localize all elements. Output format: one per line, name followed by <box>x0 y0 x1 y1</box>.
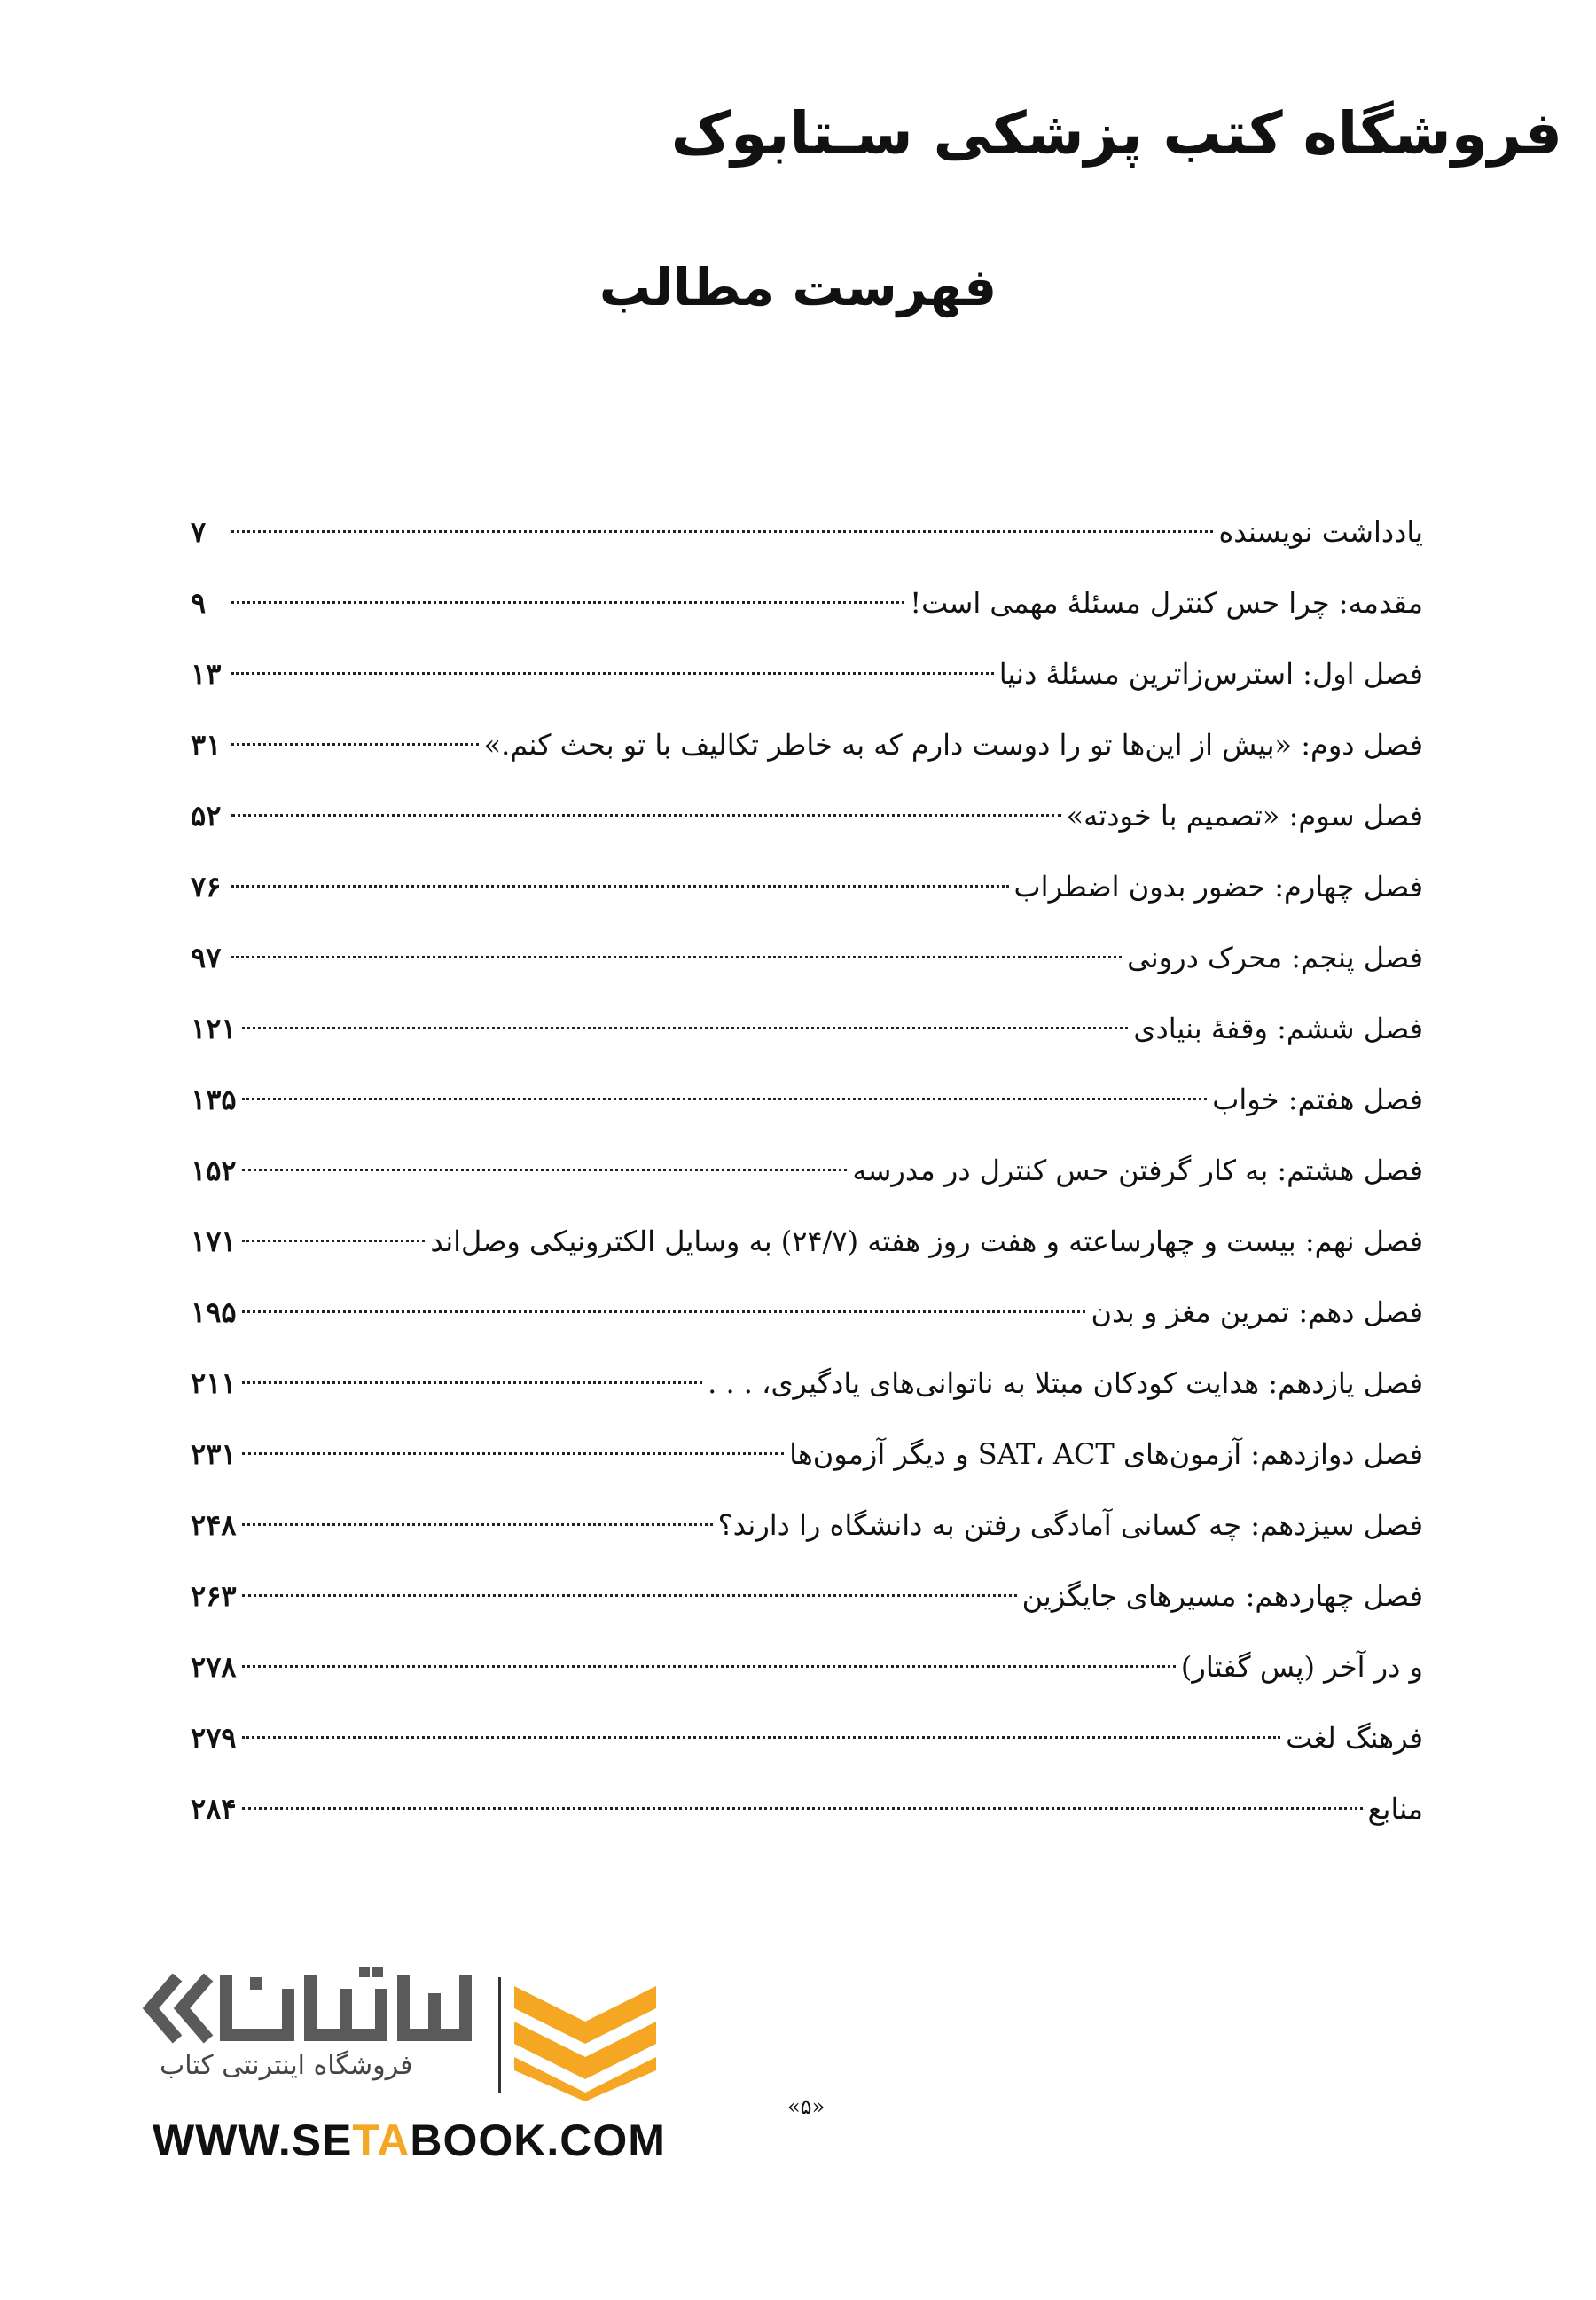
toc-leader-dots <box>231 743 479 746</box>
toc-entry-page: ۱۵۲ <box>191 1154 237 1187</box>
toc-entry[interactable] <box>191 1561 1423 1631</box>
toc-entry-label: فصل سیزدهم: چه کسانی آمادگی رفتن به دانشگاه را دارند؟ <box>717 1508 1423 1542</box>
toc-entry-page: ۲۱۱ <box>191 1366 237 1400</box>
logo-url-suffix: BOOK.COM <box>410 2116 666 2165</box>
toc-leader-dots <box>242 1665 1176 1668</box>
toc-title: فهرست مطالب <box>598 257 998 317</box>
toc-entry-page: ۱۷۱ <box>191 1224 237 1258</box>
logo-url-prefix: WWW.SE <box>153 2116 353 2165</box>
toc-entry[interactable] <box>191 1348 1423 1419</box>
logo-url-accent: TA <box>352 2116 411 2165</box>
toc-entry-label: فصل چهاردهم: مسیرهای جایگزین <box>1021 1579 1423 1613</box>
logo-url <box>153 2115 666 2166</box>
toc-entry-label: فصل هفتم: خواب <box>1212 1083 1423 1116</box>
setabook-logo <box>133 1951 700 2181</box>
toc-entry-page: ۷۶ <box>191 870 222 904</box>
store-title: فروشگاه کتب پزشکی سـتابوک <box>670 99 1562 168</box>
toc-entry-label: و در آخر (پس گفتار) <box>1180 1650 1423 1684</box>
toc-entry-label: یادداشت نویسنده <box>1218 515 1423 549</box>
toc-entry-page: ۲۳۱ <box>191 1437 237 1471</box>
logo-divider <box>498 1977 501 2093</box>
toc-leader-dots <box>242 1381 703 1384</box>
toc-leader-dots <box>231 601 904 604</box>
toc-entry-label: فصل هشتم: به کار گرفتن حس کنترل در مدرسه <box>852 1154 1423 1187</box>
toc-entry-page: ۱۲۱ <box>191 1012 237 1045</box>
toc-entry-label: فصل دوم: «بیش از این‌ها تو را دوست دارم که به خاطر تکالیف با تو بحث کنم.» <box>483 728 1423 762</box>
toc-entry-page: ۹ <box>191 586 207 620</box>
toc-leader-dots <box>242 1736 1281 1739</box>
toc-leader-dots <box>231 530 1213 533</box>
toc-entry-label: فصل ششم: وقفهٔ بنیادی <box>1133 1012 1423 1045</box>
toc-entry-label: فصل سوم: «تصمیم با خودته» <box>1066 799 1423 833</box>
toc-leader-dots <box>231 885 1009 888</box>
toc-leader-dots <box>242 1169 848 1171</box>
toc-entry[interactable] <box>191 1135 1423 1206</box>
toc-entry-page: ۲۴۸ <box>191 1508 237 1542</box>
toc-entry-label: فصل چهارم: حضور بدون اضطراب <box>1013 870 1423 904</box>
toc-leader-dots <box>231 672 994 675</box>
toc-entry[interactable] <box>191 1419 1423 1490</box>
toc-entry-page: ۹۷ <box>191 941 222 974</box>
toc-entry[interactable] <box>191 1702 1423 1773</box>
toc-entry-page: ۵۲ <box>191 799 222 833</box>
toc-entry-page: ۷ <box>191 515 207 549</box>
toc-entry[interactable] <box>191 1277 1423 1348</box>
toc-entry[interactable] <box>191 922 1423 993</box>
page-number: «۵» <box>787 2094 825 2119</box>
toc-entry-label: فصل یازدهم: هدایت کودکان مبتلا به ناتوانی‌های یادگیری، . . . <box>708 1366 1423 1400</box>
toc-leader-dots <box>231 814 1061 817</box>
toc-entry-label: فصل نهم: بیست و چهارساعته و هفت روز هفته (۲۴/۷) به وسایل الکترونیکی وصل‌اند <box>430 1224 1423 1258</box>
toc-entry-label: فرهنگ لغت <box>1286 1721 1423 1755</box>
toc-entry-page: ۲۷۹ <box>191 1721 237 1755</box>
toc-entry-page: ۱۹۵ <box>191 1295 237 1329</box>
toc-entry[interactable] <box>191 993 1423 1064</box>
toc-entry-label: فصل دهم: تمرین مغز و بدن <box>1091 1295 1423 1329</box>
toc-entry[interactable] <box>191 1206 1423 1277</box>
toc-entry-page: ۲۶۳ <box>191 1579 237 1613</box>
toc-entry-page: ۳۱ <box>191 728 222 762</box>
toc-entry-label: مقدمه: چرا حس کنترل مسئلهٔ مهمی است! <box>910 586 1423 620</box>
toc-entry[interactable] <box>191 497 1423 567</box>
toc-entry-label: فصل پنجم: محرک درونی <box>1127 941 1423 974</box>
toc-entry[interactable] <box>191 1773 1423 1844</box>
toc-entry-page: ۱۳۵ <box>191 1083 237 1116</box>
toc-leader-dots <box>242 1452 785 1455</box>
toc-entry[interactable] <box>191 638 1423 709</box>
logo-wordmark-icon <box>133 1960 488 2057</box>
toc-entry-page: ۱۳ <box>191 657 222 691</box>
toc-leader-dots <box>242 1027 1129 1029</box>
table-of-contents <box>191 497 1423 1844</box>
toc-leader-dots <box>231 956 1122 958</box>
toc-leader-dots <box>242 1240 426 1242</box>
toc-leader-dots <box>242 1594 1017 1597</box>
toc-entry-label: فصل اول: استرس‌زاترین مسئلهٔ دنیا <box>998 657 1423 691</box>
toc-entry[interactable] <box>191 709 1423 780</box>
toc-entry-label: منابع <box>1367 1792 1423 1826</box>
toc-entry[interactable] <box>191 851 1423 922</box>
toc-entry[interactable] <box>191 567 1423 638</box>
toc-leader-dots <box>242 1310 1086 1313</box>
toc-entry-page: ۲۸۴ <box>191 1792 237 1826</box>
toc-entry[interactable] <box>191 1490 1423 1561</box>
toc-leader-dots <box>242 1098 1208 1100</box>
toc-leader-dots <box>242 1807 1363 1810</box>
toc-entry[interactable] <box>191 1064 1423 1135</box>
toc-entry[interactable] <box>191 780 1423 851</box>
logo-tagline: فروشگاه اینترنتی کتاب <box>160 2050 413 2081</box>
toc-entry[interactable] <box>191 1631 1423 1702</box>
toc-entry-label: فصل دوازدهم: آزمون‌های SAT، ACT و دیگر آزمون‌ها <box>789 1437 1423 1471</box>
book-chevron-icon <box>505 1968 665 2101</box>
toc-entry-page: ۲۷۸ <box>191 1650 237 1684</box>
toc-leader-dots <box>242 1523 713 1526</box>
